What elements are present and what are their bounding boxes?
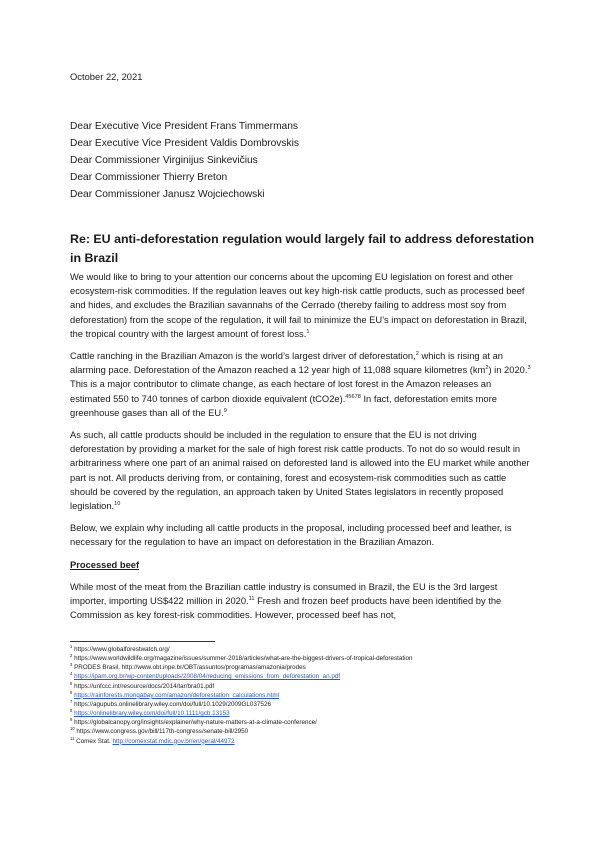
footnote-text: https://www.worldwildlife.org/magazine/issues/summer-2018/articles/what-are-the-biggest-drivers-of-tropical-deforestation bbox=[74, 655, 413, 663]
paragraph-text: As such, all cattle products should be included in the regulation to ensure that the EU is not driving deforestation by providing a market for the sale of high forest risk cattle products. To not do so would result in arbitrariness where one part of an animal raised on deforested land is allowed into the EU market while another part is not. All products deriving from, or containing, forest and ecosystem-risk commodities such as cattle should be covered by the regulation, an approach taken by United States legislators in recently proposed legislation. bbox=[70, 430, 530, 512]
footnote-ref: 1 bbox=[306, 328, 310, 335]
addressee-line: Dear Commissioner Virginijus Sinkevičius bbox=[70, 155, 258, 167]
footnote-text: https://www.globalforestwatch.org/ bbox=[74, 646, 170, 653]
footnote-separator bbox=[70, 641, 215, 642]
footnote-number: 8 bbox=[70, 708, 73, 713]
footnote-ref: 11 bbox=[248, 595, 255, 602]
letter-body bbox=[70, 270, 532, 630]
footnote bbox=[70, 718, 413, 727]
footnote-ref: 2 bbox=[415, 350, 419, 357]
paragraph-text: Cattle ranching in the Brazilian Amazon is the world’s largest driver of deforestation, bbox=[70, 351, 416, 362]
paragraph-text: which is rising at an alarming pace. Deforestation of the Amazon reached a 12 year high of 11,088 square kilometres (km bbox=[70, 351, 503, 376]
paragraph-all-cattle-products bbox=[70, 428, 532, 513]
footnote-text: https://www.congress.gov/bill/117th-congress/senate-bill/2950 bbox=[76, 728, 249, 736]
footnote bbox=[70, 700, 413, 709]
footnote-number: 3 bbox=[70, 662, 73, 668]
addressee-line: Dear Commissioner Thierry Breton bbox=[70, 172, 228, 184]
footnote-number: 6 bbox=[70, 689, 73, 695]
footnote bbox=[70, 672, 413, 681]
footnote-number: 9 bbox=[70, 717, 73, 723]
footnote-link[interactable]: https://ipam.org.br/wp-content/uploads/2008/04/reducing_emissions_from_deforestation_an.pdf bbox=[74, 673, 341, 681]
footnote-number: 11 bbox=[70, 735, 75, 741]
addressee-line: Dear Executive Vice President Frans Timmermans bbox=[70, 121, 298, 132]
paragraph-text: ) in 2020. bbox=[488, 365, 528, 376]
footnote-number: 1 bbox=[70, 643, 73, 649]
subject-heading: Re: EU anti-deforestation regulation would largely fail to address deforestation in Brazil bbox=[70, 232, 535, 265]
footnote bbox=[70, 691, 413, 700]
footnote bbox=[70, 682, 413, 691]
footnote-ref: 10 bbox=[114, 500, 121, 507]
letter-date: October 22, 2021 bbox=[70, 71, 143, 82]
footnote-text: https://globalcanopy.org/insights/explainer/why-nature-matters-at-a-climate-conference/ bbox=[74, 719, 317, 727]
paragraph-processed-beef bbox=[70, 580, 532, 623]
footnote-link[interactable]: https://rainforests.mongabay.com/amazon/deforestation_calculations.html bbox=[74, 691, 280, 699]
addressee-line: Dear Commissioner Janusz Wojciechowski bbox=[70, 189, 265, 201]
footnote-number: 10 bbox=[70, 726, 75, 732]
footnotes bbox=[70, 645, 413, 746]
footnote bbox=[70, 709, 413, 718]
footnote-ref: 45678 bbox=[345, 393, 361, 400]
paragraph-cattle-ranching bbox=[70, 349, 532, 420]
paragraph-text: This is a major contributor to climate change, as each hectare of lost forest in the Amazon releases an estimated 550 to 740 tonnes of carbon dioxide equivalent (tCO2e). bbox=[70, 379, 492, 404]
section-heading-processed-beef: Processed beef bbox=[70, 559, 140, 570]
paragraph-text: While most of the meat from the Brazilian cattle industry is consumed in Brazil, the EU is the 3rd largest importer, importing US$422 million in 2020. bbox=[70, 581, 498, 607]
footnote-link[interactable]: https://onlinelibrary.wiley.com/doi/full/10.1111/gcb.13153 bbox=[74, 710, 230, 718]
footnote-text: PRODES Brasil. http://www.obt.inpe.br/OBT/assuntos/programas/amazonia/prodes bbox=[74, 664, 306, 672]
footnote-ref: 9 bbox=[223, 407, 227, 414]
unit-superscript: 2 bbox=[485, 365, 489, 372]
footnote bbox=[70, 727, 413, 736]
paragraph-text: In fact, deforestation emits more greenhouse gases than all of the EU. bbox=[70, 393, 497, 418]
footnote-text: https://unfccc.int/resource/docs/2014/tar/bra01.pdf bbox=[74, 682, 215, 690]
footnote-number: 5 bbox=[70, 680, 73, 686]
paragraph-text: We would like to bring to your attention our concerns about the upcoming EU legislation on forest and other ecosystem-risk commodities. If the regulation leaves out key high-risk cattle products, such as processed beef and hides, and excludes the Brazilian savannahs of the Cerrado (thereby failing to address most soy from deforestation) from the scope of the regulation, it will fail to minimize the EU’s impact on deforestation in Brazil, the tropical country with the largest amount of forest loss. bbox=[70, 272, 527, 339]
addressee-line: Dear Executive Vice President Valdis Dombrovskis bbox=[70, 138, 299, 150]
addressee-block bbox=[70, 118, 299, 203]
footnote bbox=[70, 645, 413, 654]
paragraph-text: Fresh and frozen beef products have been identified by the Commission as key forest-risk commodities. However, processed beef has not, bbox=[70, 596, 502, 621]
footnote bbox=[70, 737, 413, 746]
footnote-link[interactable]: http://comexstat.mdic.gov.br/en/geral/44972 bbox=[112, 737, 235, 745]
footnote bbox=[70, 663, 413, 672]
footnote-text: Comex Stat. bbox=[76, 737, 113, 745]
footnote bbox=[70, 654, 413, 663]
footnote-number: 7 bbox=[70, 698, 73, 704]
footnote-ref: 3 bbox=[527, 365, 531, 372]
footnote-number: 2 bbox=[70, 653, 73, 659]
footnote-text: https://agupubs.onlinelibrary.wiley.com/doi/full/10.1029/2009GL037526 bbox=[74, 700, 271, 708]
footnote-number: 4 bbox=[70, 671, 73, 677]
paragraph-explanation: Below, we explain why including all cattle products in the proposal, including processed beef and leather, is necessary for the regulation to have an impact on deforestation in the Brazilian Amazon. bbox=[70, 523, 512, 548]
paragraph-concerns bbox=[70, 270, 532, 341]
